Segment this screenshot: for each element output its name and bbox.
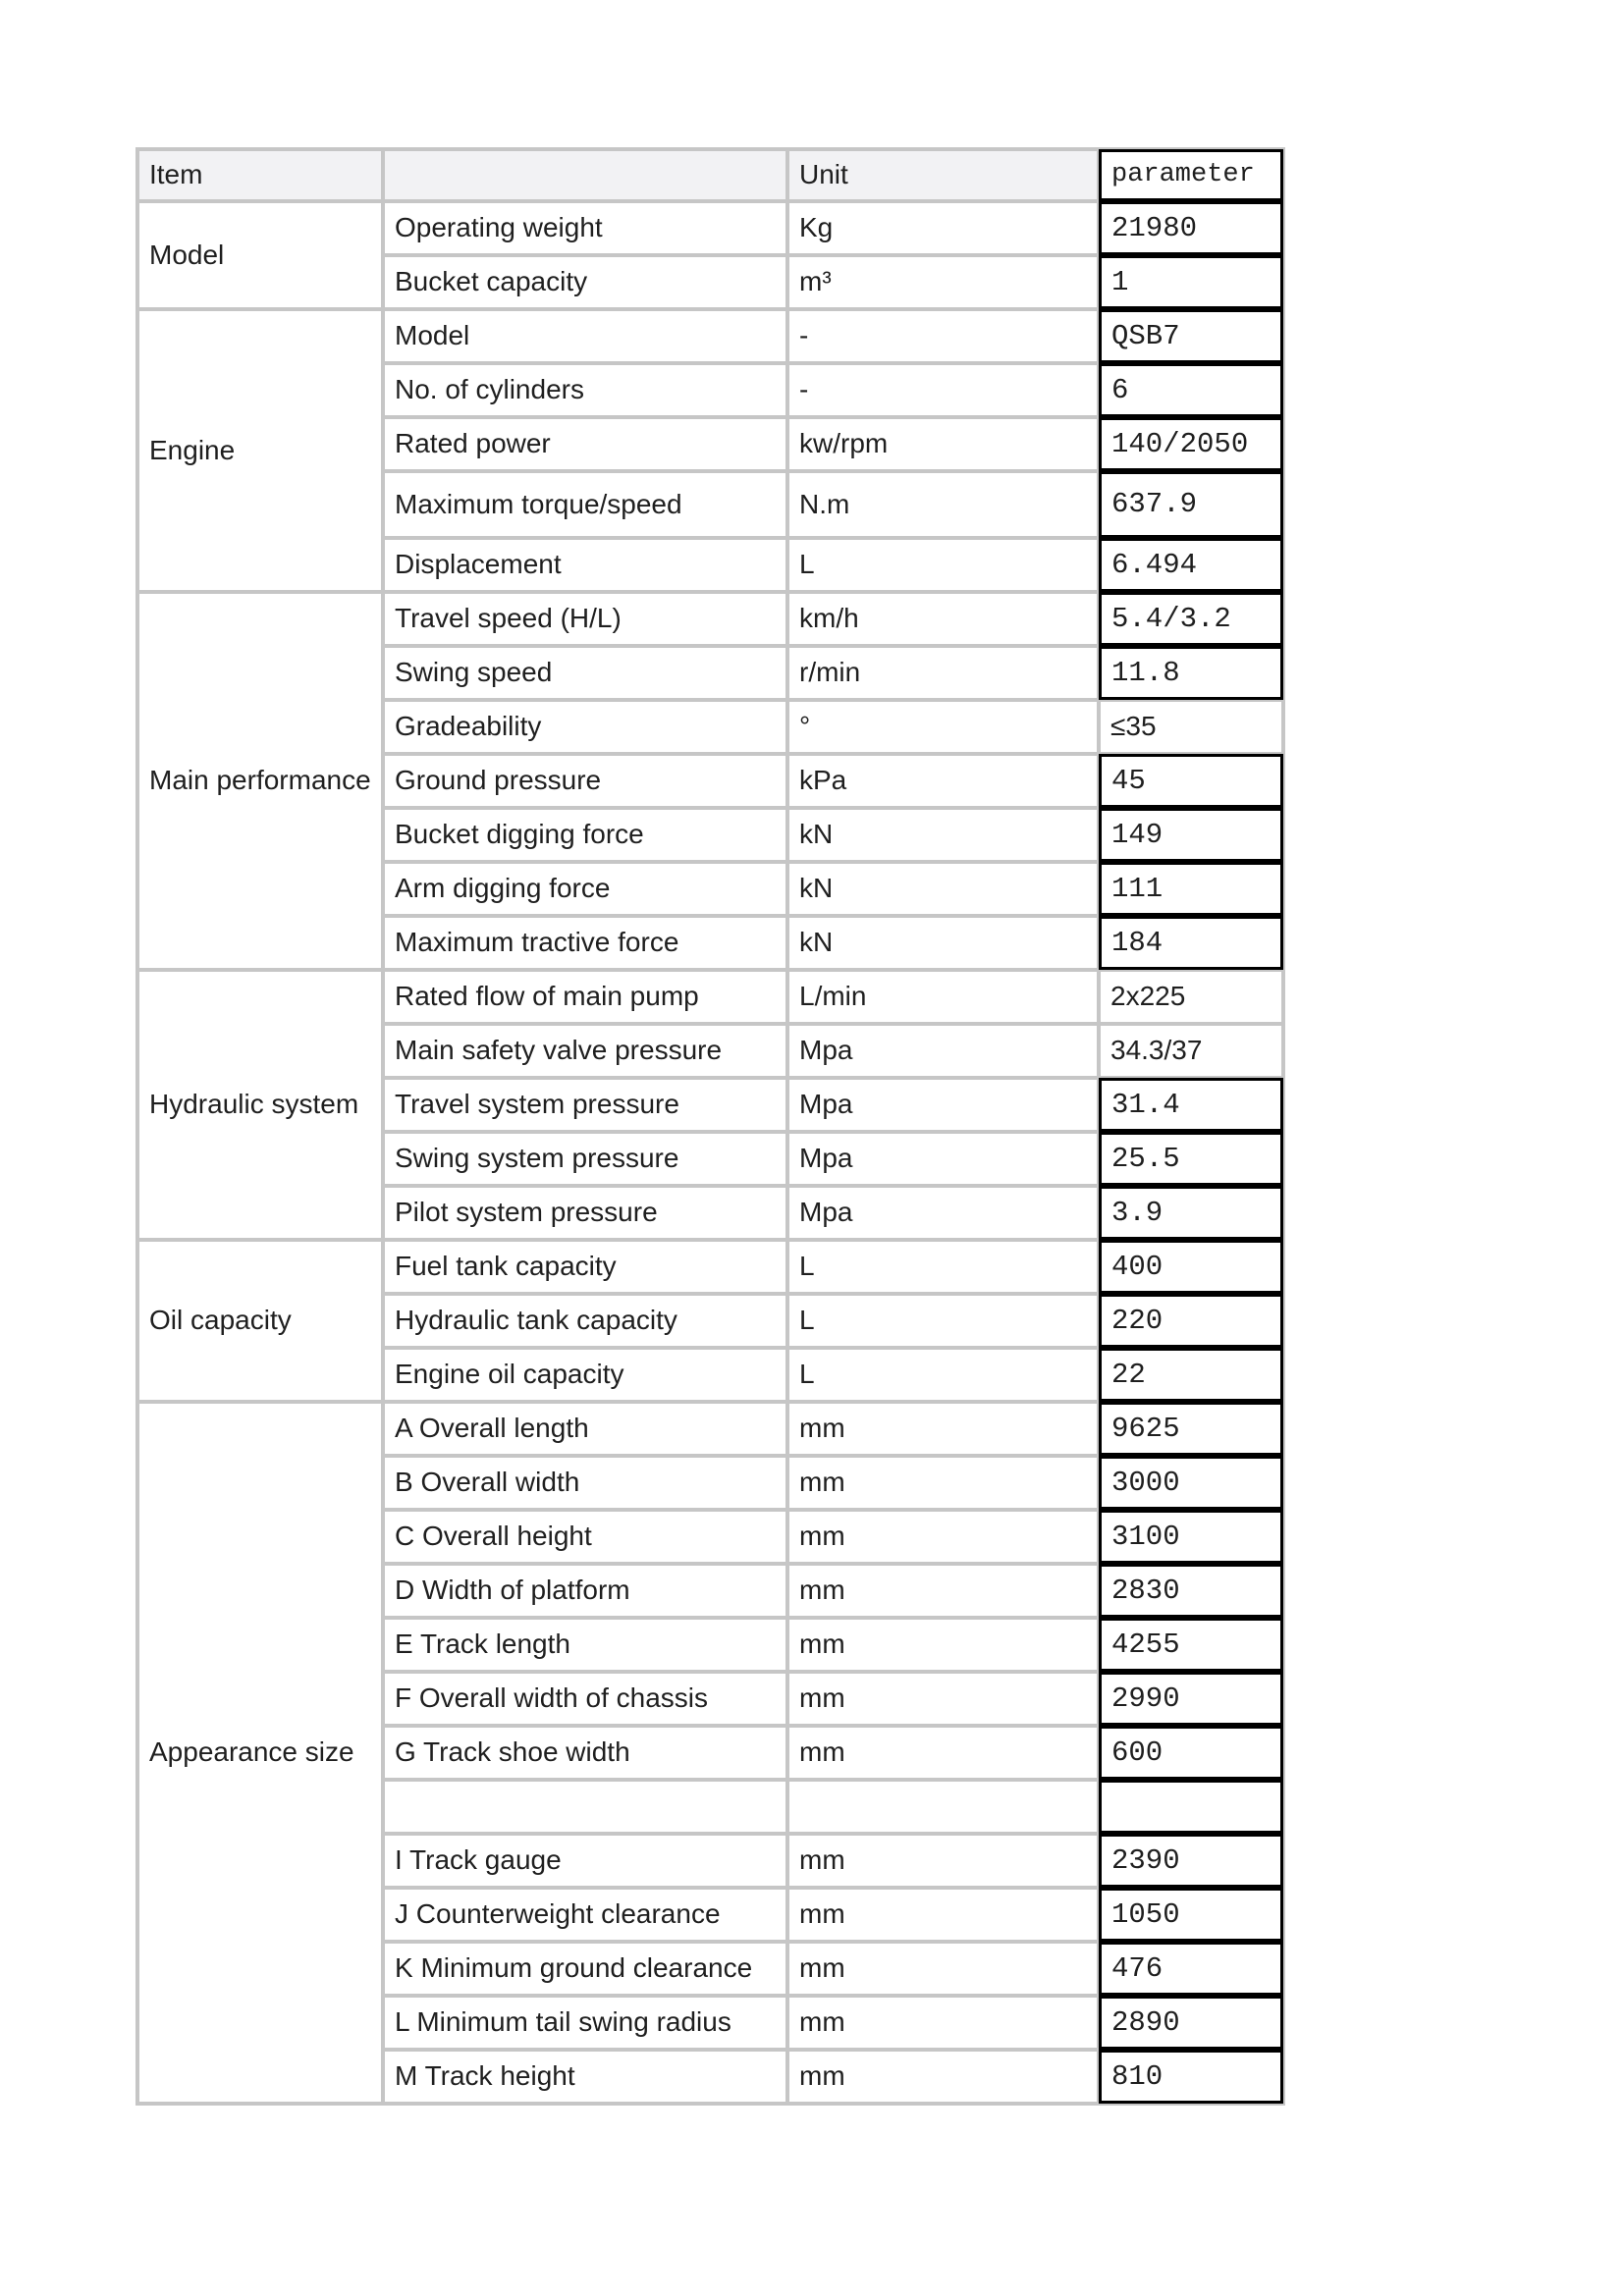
row-value: 1050 [1099,1888,1283,1942]
row-value: 400 [1099,1240,1283,1294]
row-label: Arm digging force [383,862,787,916]
row-value: 21980 [1099,201,1283,255]
row-unit: mm [787,1942,1099,1996]
row-value: 6 [1099,363,1283,417]
row-value: 25.5 [1099,1132,1283,1186]
row-label: Ground pressure [383,754,787,808]
row-label: Swing system pressure [383,1132,787,1186]
table-row [137,1402,1283,1456]
row-value: 4255 [1099,1618,1283,1672]
row-label: Bucket digging force [383,808,787,862]
row-unit: mm [787,1834,1099,1888]
row-label: M Track height [383,2050,787,2104]
row-label: Main safety valve pressure [383,1024,787,1078]
row-label: Fuel tank capacity [383,1240,787,1294]
row-unit: r/min [787,646,1099,700]
row-unit: - [787,309,1099,363]
row-value: 810 [1099,2050,1283,2104]
row-label: A Overall length [383,1402,787,1456]
row-label: I Track gauge [383,1834,787,1888]
row-unit: Mpa [787,1132,1099,1186]
row-unit: L [787,1240,1099,1294]
header-subitem [383,149,787,201]
row-value: 600 [1099,1726,1283,1780]
row-label: Travel speed (H/L) [383,592,787,646]
row-unit: mm [787,1996,1099,2050]
row-unit: kN [787,916,1099,970]
row-value: 11.8 [1099,646,1283,700]
row-label: Bucket capacity [383,255,787,309]
row-label: K Minimum ground clearance [383,1942,787,1996]
spec-table [135,147,1285,2106]
table-row [137,201,1283,255]
row-value: 2830 [1099,1564,1283,1618]
row-unit: kN [787,808,1099,862]
row-unit: mm [787,1510,1099,1564]
row-unit: Mpa [787,1024,1099,1078]
row-label: Gradeability [383,700,787,754]
section-name-hydraulic-system: Hydraulic system [137,970,383,1240]
section-name-main-performance: Main performance [137,592,383,970]
section-name-model: Model [137,201,383,309]
row-value: ≤35 [1099,700,1283,754]
header-item: Item [137,149,383,201]
row-label: Model [383,309,787,363]
row-value: 2390 [1099,1834,1283,1888]
row-value: 2990 [1099,1672,1283,1726]
row-label: Hydraulic tank capacity [383,1294,787,1348]
row-unit: mm [787,1672,1099,1726]
row-label: F Overall width of chassis [383,1672,787,1726]
section-name-appearance-size: Appearance size [137,1402,383,2104]
row-unit: mm [787,1888,1099,1942]
table-row [137,309,1283,363]
row-value: 45 [1099,754,1283,808]
row-label: D Width of platform [383,1564,787,1618]
table-header-row [137,149,1283,201]
row-value: 22 [1099,1348,1283,1402]
row-label: B Overall width [383,1456,787,1510]
row-label [383,1780,787,1834]
row-value: 220 [1099,1294,1283,1348]
row-label: J Counterweight clearance [383,1888,787,1942]
row-value: 3000 [1099,1456,1283,1510]
row-unit: kPa [787,754,1099,808]
row-value: 2x225 [1099,970,1283,1024]
row-value: 111 [1099,862,1283,916]
row-label: Operating weight [383,201,787,255]
row-value: 476 [1099,1942,1283,1996]
row-unit: mm [787,1618,1099,1672]
row-unit: km/h [787,592,1099,646]
row-unit: Kg [787,201,1099,255]
table-row [137,592,1283,646]
row-value: 3.9 [1099,1186,1283,1240]
row-value: 5.4/3.2 [1099,592,1283,646]
row-label: Engine oil capacity [383,1348,787,1402]
row-value: 6.494 [1099,538,1283,592]
header-parameter: parameter [1099,149,1283,201]
row-unit: ° [787,700,1099,754]
row-label: Rated power [383,417,787,471]
row-unit: mm [787,1726,1099,1780]
row-value: QSB7 [1099,309,1283,363]
row-label: L Minimum tail swing radius [383,1996,787,2050]
row-label: E Track length [383,1618,787,1672]
row-unit: mm [787,1402,1099,1456]
row-label: Maximum torque/speed [383,471,787,538]
row-label: Displacement [383,538,787,592]
row-unit: - [787,363,1099,417]
row-unit [787,1780,1099,1834]
row-label: No. of cylinders [383,363,787,417]
row-label: Travel system pressure [383,1078,787,1132]
row-value: 2890 [1099,1996,1283,2050]
table-row [137,1240,1283,1294]
row-unit: mm [787,1456,1099,1510]
row-label: C Overall height [383,1510,787,1564]
row-label: Pilot system pressure [383,1186,787,1240]
row-unit: L/min [787,970,1099,1024]
row-value: 637.9 [1099,471,1283,538]
row-value: 3100 [1099,1510,1283,1564]
row-unit: Mpa [787,1186,1099,1240]
row-unit: m³ [787,255,1099,309]
row-value: 1 [1099,255,1283,309]
row-value: 184 [1099,916,1283,970]
row-unit: mm [787,1564,1099,1618]
row-unit: kw/rpm [787,417,1099,471]
row-unit: L [787,1348,1099,1402]
row-value: 9625 [1099,1402,1283,1456]
row-value [1099,1780,1283,1834]
section-name-oil-capacity: Oil capacity [137,1240,383,1402]
row-label: Rated flow of main pump [383,970,787,1024]
row-value: 140/2050 [1099,417,1283,471]
row-value: 31.4 [1099,1078,1283,1132]
header-unit: Unit [787,149,1099,201]
row-value: 149 [1099,808,1283,862]
row-unit: Mpa [787,1078,1099,1132]
row-unit: L [787,1294,1099,1348]
row-unit: mm [787,2050,1099,2104]
section-name-engine: Engine [137,309,383,592]
row-label: Swing speed [383,646,787,700]
row-label: G Track shoe width [383,1726,787,1780]
row-value: 34.3/37 [1099,1024,1283,1078]
row-unit: L [787,538,1099,592]
table-row [137,970,1283,1024]
row-unit: kN [787,862,1099,916]
row-label: Maximum tractive force [383,916,787,970]
row-unit: N.m [787,471,1099,538]
